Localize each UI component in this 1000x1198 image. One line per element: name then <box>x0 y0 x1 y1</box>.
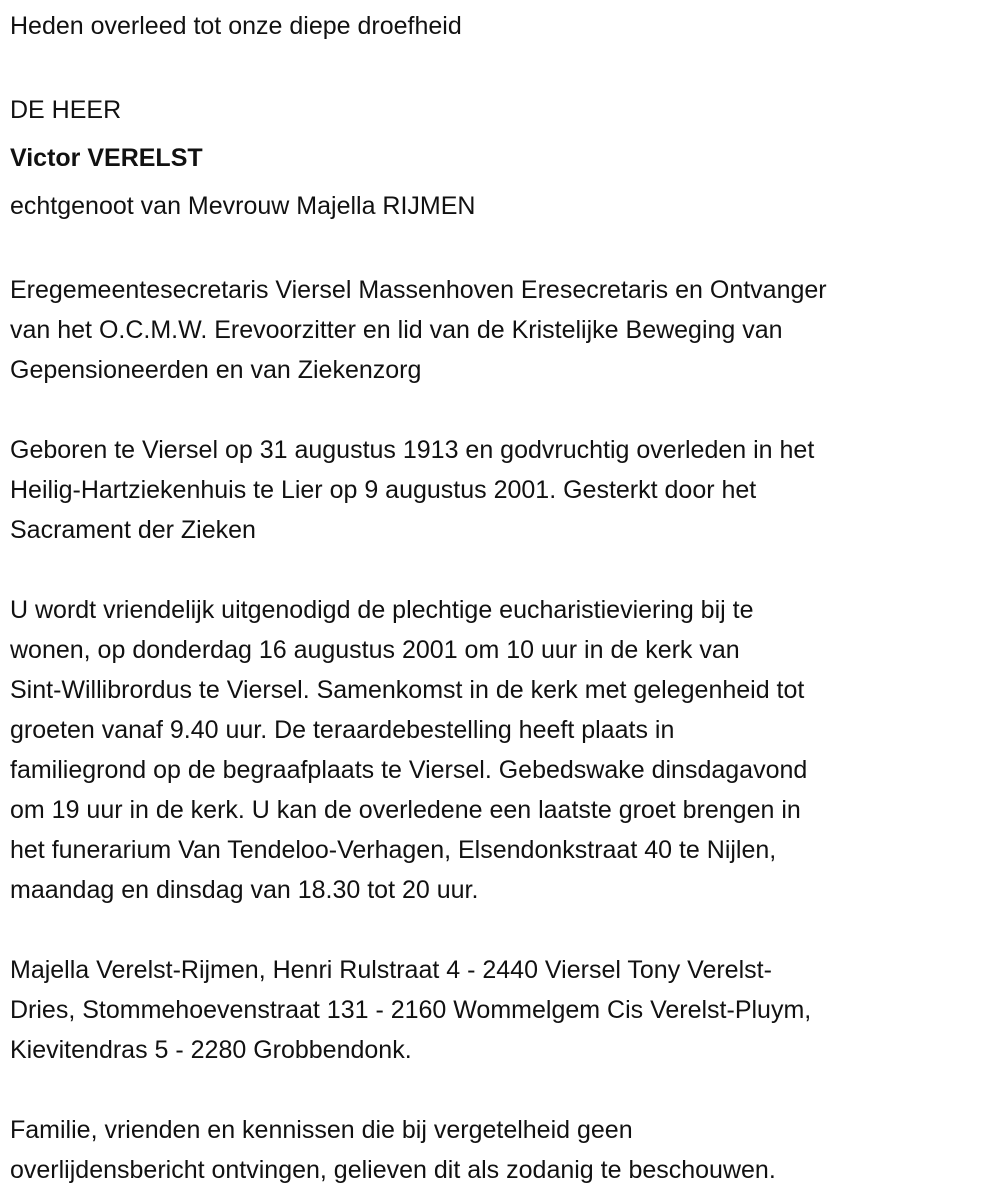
paragraph-line: van het O.C.M.W. Erevoorzitter en lid van de Kristelijke Beweging van <box>10 316 783 344</box>
spacer <box>10 550 995 590</box>
spacer <box>10 1070 995 1110</box>
paragraph-line: het funerarium Van Tendeloo-Verhagen, Elsendonkstraat 40 te Nijlen, <box>10 836 777 864</box>
paragraph-line: overlijdensbericht ontvingen, gelieven dit als zodanig te beschouwen. <box>10 1156 776 1184</box>
paragraph-line: Eregemeentesecretaris Viersel Massenhoven Eresecretaris en Ontvanger <box>10 276 827 304</box>
deceased-name: Victor VERELST <box>10 144 203 172</box>
paragraph-line: Heilig-Hartziekenhuis te Lier op 9 augustus 2001. Gesterkt door het <box>10 476 757 504</box>
paragraph-line: Geboren te Viersel op 31 augustus 1913 en godvruchtig overleden in het <box>10 436 815 464</box>
paragraph-line: Familie, vrienden en kennissen die bij vergetelheid geen <box>10 1116 633 1144</box>
paragraphs <box>10 230 995 1190</box>
paragraph-line: wonen, op donderdag 16 augustus 2001 om 10 uur in de kerk van <box>10 636 740 664</box>
spacer <box>10 46 995 86</box>
paragraph <box>10 270 995 390</box>
spouse-text: echtgenoot van Mevrouw Majella RIJMEN <box>10 192 476 220</box>
paragraph-line: Majella Verelst-Rijmen, Henri Rulstraat 4 - 2440 Viersel Tony Verelst- <box>10 956 772 984</box>
paragraph <box>10 590 995 910</box>
salutation: DE HEER <box>10 96 122 124</box>
paragraph-line: Kievitendras 5 - 2280 Grobbendonk. <box>10 1036 412 1064</box>
spacer <box>10 230 995 270</box>
paragraph-line: U wordt vriendelijk uitgenodigd de plechtige eucharistieviering bij te <box>10 596 754 624</box>
paragraph-line: Sacrament der Zieken <box>10 516 256 544</box>
paragraph-line: Sint-Willibrordus te Viersel. Samenkomst in de kerk met gelegenheid tot <box>10 676 805 704</box>
paragraph-line: groeten vanaf 9.40 uur. De teraardebestelling heeft plaats in <box>10 716 675 744</box>
spacer <box>10 390 995 430</box>
paragraph-line: maandag en dinsdag van 18.30 tot 20 uur. <box>10 876 479 904</box>
obituary-notice <box>10 6 995 1190</box>
paragraph-line: Gepensioneerden en van Ziekenzorg <box>10 356 422 384</box>
spacer <box>10 910 995 950</box>
paragraph-line: familiegrond op de begraafplaats te Viersel. Gebedswake dinsdagavond <box>10 756 808 784</box>
paragraph-line: om 19 uur in de kerk. U kan de overledene een laatste groet brengen in <box>10 796 801 824</box>
paragraph <box>10 430 995 550</box>
intro-text: Heden overleed tot onze diepe droefheid <box>10 12 462 40</box>
paragraph-line: Dries, Stommehoevenstraat 131 - 2160 Wommelgem Cis Verelst-Pluym, <box>10 996 812 1024</box>
paragraph <box>10 950 995 1070</box>
paragraph <box>10 1110 995 1190</box>
